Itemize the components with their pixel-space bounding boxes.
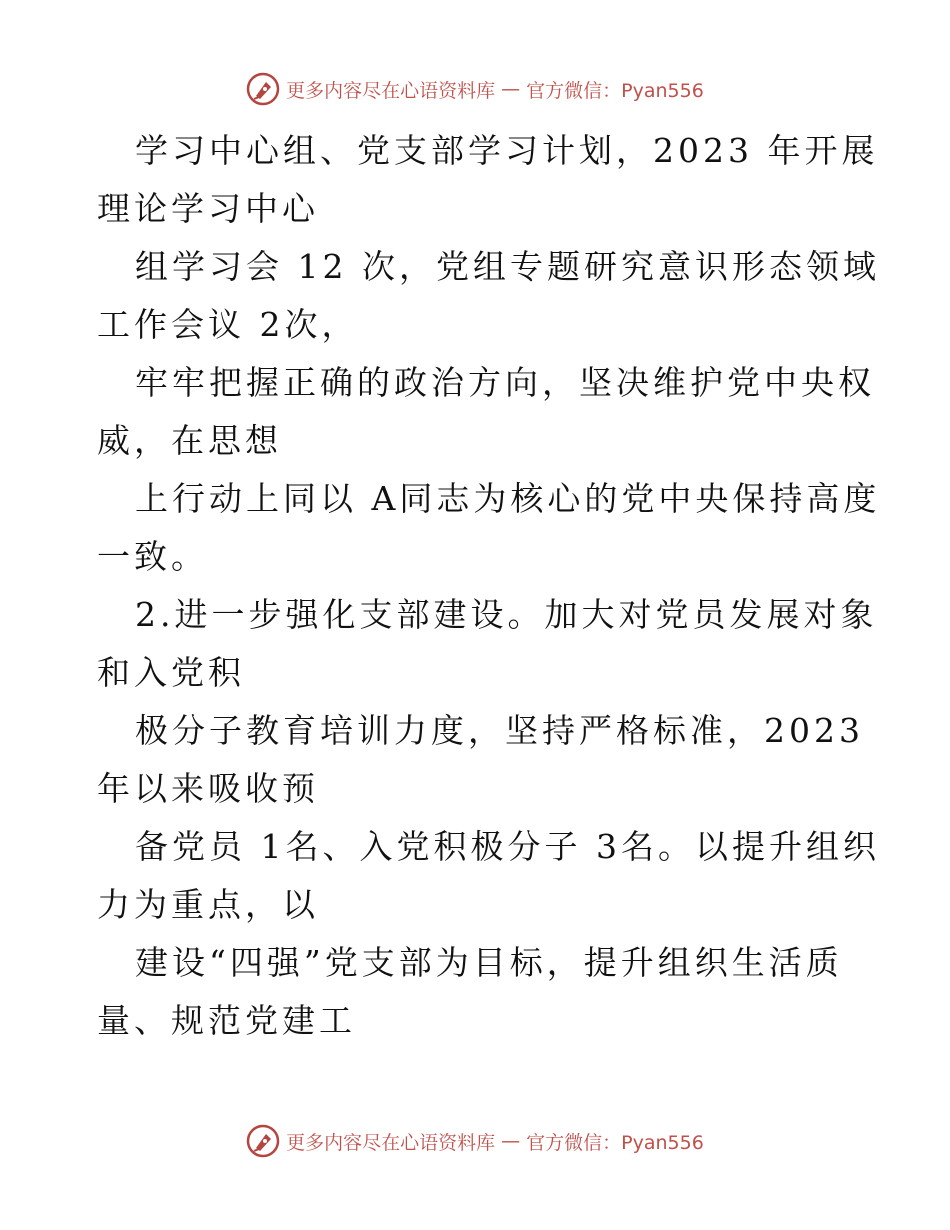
paragraph: 备党员 1名、入党积极分子 3名。以提升组织力为重点，以	[97, 827, 880, 924]
header-wechat-text: 官方微信：Pyan556	[526, 79, 704, 102]
footer-dash: —	[501, 1130, 521, 1152]
footer-wechat-text: 官方微信：Pyan556	[526, 1131, 704, 1154]
paragraph: 建设“四强”党支部为目标，提升组织生活质量、规范党建工	[97, 943, 843, 1040]
header-dash: —	[501, 78, 521, 100]
paragraph: 学习中心组、党支部学习计划，2023 年开展理论学习中心	[97, 131, 879, 228]
paragraph: 极分子教育培训力度，坚持严格标准，2023 年以来吸收预	[97, 711, 864, 808]
footer-site-text: 更多内容尽在心语资料库	[286, 1131, 496, 1154]
paragraph: 上行动上同以 A同志为核心的党中央保持高度一致。	[97, 479, 881, 576]
pen-nib-logo-icon	[246, 72, 280, 106]
paragraph: 牢牢把握正确的政治方向，坚决维护党中央权威，在思想	[97, 363, 875, 460]
paragraph: 组学习会 12 次，党组专题研究意识形态领域工作会议 2次，	[97, 247, 880, 344]
footer-banner	[0, 1124, 950, 1158]
header-banner	[0, 72, 950, 106]
header-site-text: 更多内容尽在心语资料库	[286, 79, 496, 102]
document-body	[97, 122, 887, 1050]
paragraph: 2.进一步强化支部建设。加大对党员发展对象和入党积	[97, 595, 878, 692]
pen-nib-logo-icon	[246, 1124, 280, 1158]
